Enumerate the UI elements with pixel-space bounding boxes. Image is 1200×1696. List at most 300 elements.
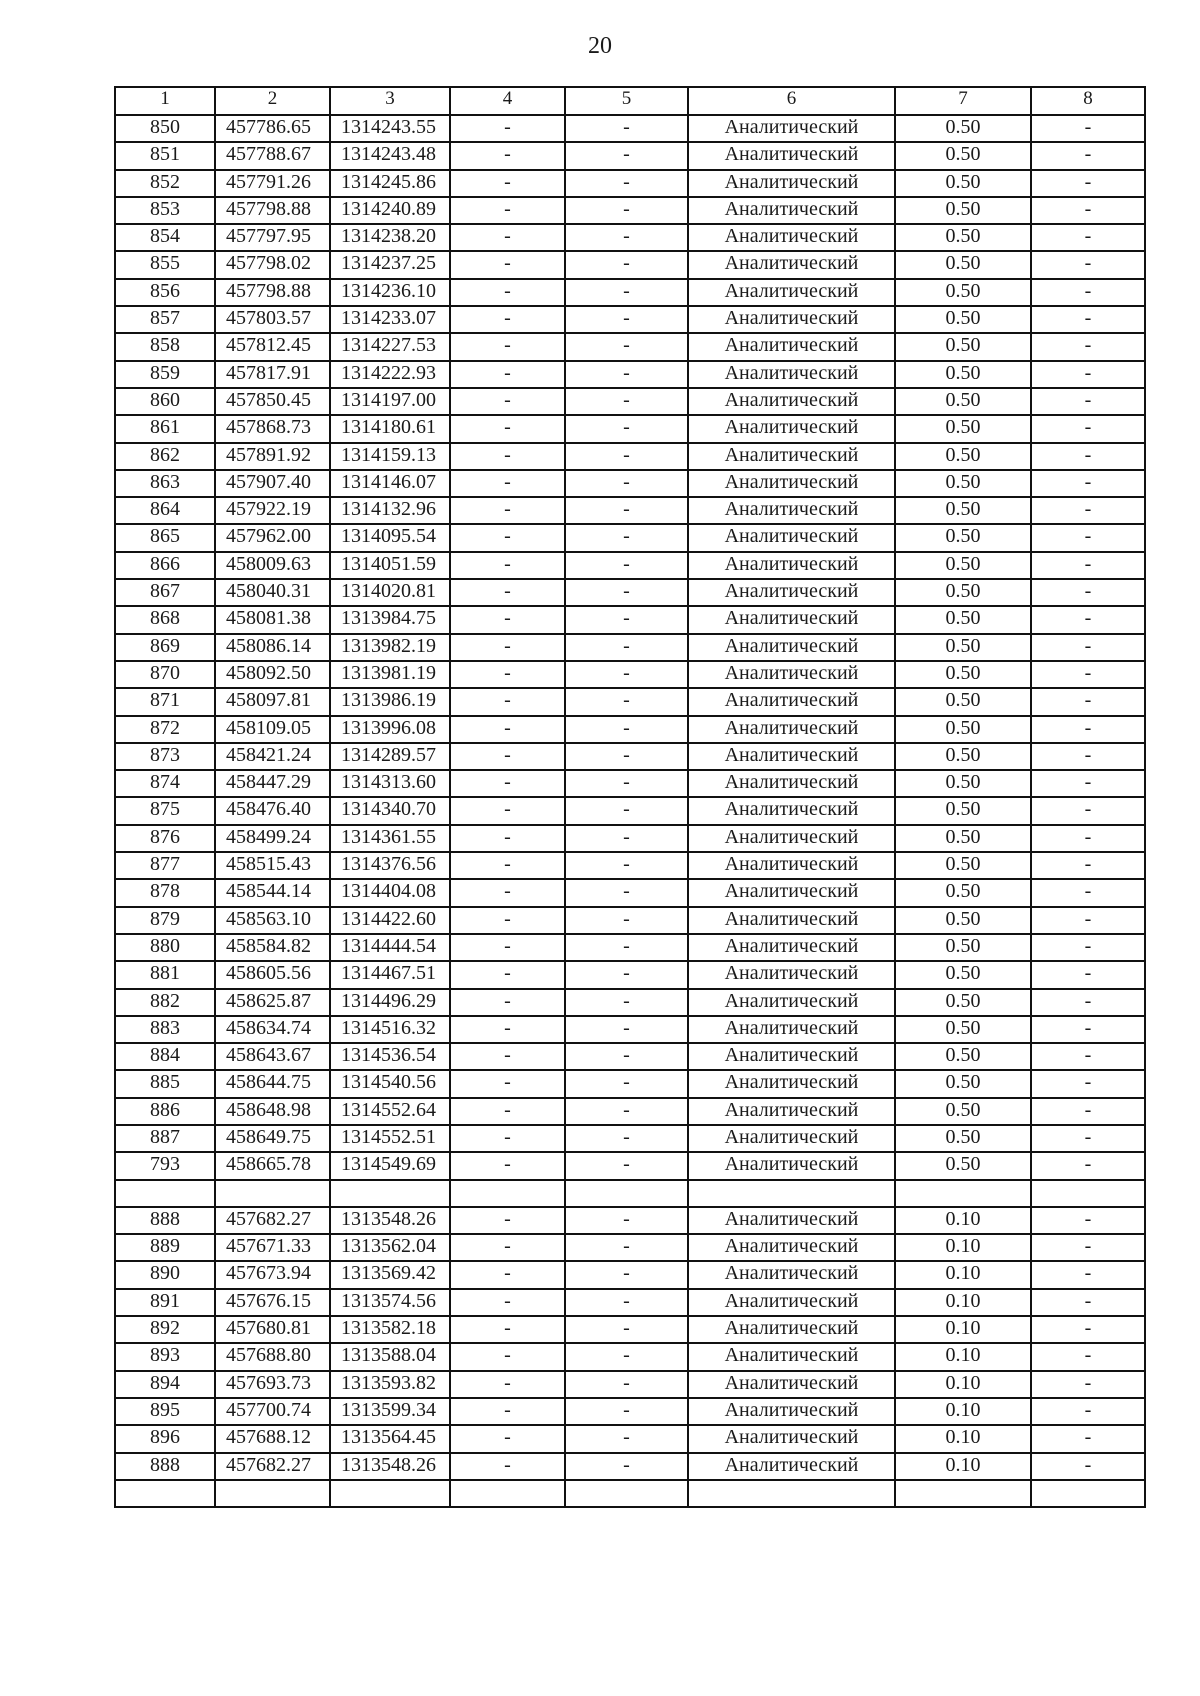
col-5-cell: - (565, 661, 688, 688)
method-cell: Аналитический (688, 552, 895, 579)
table-row (115, 634, 1145, 661)
precision-cell: 0.50 (895, 279, 1031, 306)
x-coordinate-cell: 458092.50 (215, 661, 330, 688)
table-row (115, 961, 1145, 988)
col-5-cell: - (565, 989, 688, 1016)
table-row (115, 197, 1145, 224)
col-5-cell: - (565, 1016, 688, 1043)
col-5-header: 5 (565, 87, 688, 115)
x-coordinate-cell (215, 1480, 330, 1507)
col-8-cell: - (1031, 770, 1145, 797)
col-5-cell: - (565, 907, 688, 934)
table-row (115, 115, 1145, 142)
x-coordinate-cell: 457798.88 (215, 279, 330, 306)
y-coordinate-cell: 1314313.60 (330, 770, 450, 797)
x-coordinate-cell (215, 1180, 330, 1207)
point-number-cell: 870 (115, 661, 215, 688)
col-5-cell (565, 1180, 688, 1207)
col-4-cell: - (450, 825, 565, 852)
x-coordinate-cell: 457850.45 (215, 388, 330, 415)
x-coordinate-cell: 457798.02 (215, 251, 330, 278)
col-8-cell: - (1031, 224, 1145, 251)
col-5-cell: - (565, 1125, 688, 1152)
x-coordinate-cell: 457788.67 (215, 142, 330, 169)
table-row (115, 1316, 1145, 1343)
method-cell: Аналитический (688, 716, 895, 743)
method-cell: Аналитический (688, 524, 895, 551)
col-5-cell: - (565, 825, 688, 852)
table-row (115, 852, 1145, 879)
col-4-cell: - (450, 306, 565, 333)
point-number-cell: 861 (115, 415, 215, 442)
point-number-cell: 858 (115, 333, 215, 360)
col-5-cell: - (565, 1234, 688, 1261)
col-4-cell: - (450, 497, 565, 524)
precision-cell: 0.50 (895, 1125, 1031, 1152)
point-number-cell: 880 (115, 934, 215, 961)
table-row (115, 524, 1145, 551)
table-row (115, 606, 1145, 633)
y-coordinate-cell: 1314549.69 (330, 1152, 450, 1179)
col-5-cell: - (565, 170, 688, 197)
col-5-cell: - (565, 1261, 688, 1288)
col-5-cell: - (565, 961, 688, 988)
precision-cell: 0.50 (895, 524, 1031, 551)
method-cell: Аналитический (688, 142, 895, 169)
precision-cell: 0.50 (895, 606, 1031, 633)
x-coordinate-cell: 458665.78 (215, 1152, 330, 1179)
point-number-cell: 876 (115, 825, 215, 852)
method-cell: Аналитический (688, 1425, 895, 1452)
x-coordinate-cell: 457803.57 (215, 306, 330, 333)
col-8-cell: - (1031, 115, 1145, 142)
precision-cell: 0.10 (895, 1261, 1031, 1288)
col-5-cell: - (565, 251, 688, 278)
table-row (115, 142, 1145, 169)
point-number-cell: 852 (115, 170, 215, 197)
precision-cell: 0.50 (895, 1070, 1031, 1097)
point-number-cell: 889 (115, 1234, 215, 1261)
table-row (115, 251, 1145, 278)
col-4-cell: - (450, 661, 565, 688)
precision-cell: 0.50 (895, 1043, 1031, 1070)
point-number-cell (115, 1480, 215, 1507)
method-cell: Аналитический (688, 770, 895, 797)
col-4-cell: - (450, 852, 565, 879)
precision-cell (895, 1480, 1031, 1507)
col-5-cell: - (565, 579, 688, 606)
precision-cell: 0.10 (895, 1343, 1031, 1370)
y-coordinate-cell: 1313588.04 (330, 1343, 450, 1370)
precision-cell: 0.50 (895, 415, 1031, 442)
precision-cell: 0.50 (895, 306, 1031, 333)
point-number-cell: 886 (115, 1098, 215, 1125)
table-row (115, 306, 1145, 333)
col-4-cell: - (450, 606, 565, 633)
method-cell: Аналитический (688, 1316, 895, 1343)
col-4-cell: - (450, 170, 565, 197)
point-number-cell: 884 (115, 1043, 215, 1070)
y-coordinate-cell: 1314245.86 (330, 170, 450, 197)
x-coordinate-cell: 457700.74 (215, 1398, 330, 1425)
x-coordinate-cell: 458634.74 (215, 1016, 330, 1043)
col-8-cell: - (1031, 1098, 1145, 1125)
col-8-cell: - (1031, 1016, 1145, 1043)
method-cell: Аналитический (688, 634, 895, 661)
table-row (115, 443, 1145, 470)
col-5-cell: - (565, 1453, 688, 1480)
col-8-cell (1031, 1180, 1145, 1207)
table-row (115, 1289, 1145, 1316)
col-4-cell: - (450, 1398, 565, 1425)
col-8-cell: - (1031, 688, 1145, 715)
col-5-cell: - (565, 1425, 688, 1452)
precision-cell: 0.50 (895, 797, 1031, 824)
precision-cell: 0.50 (895, 1152, 1031, 1179)
y-coordinate-cell: 1314236.10 (330, 279, 450, 306)
method-cell: Аналитический (688, 1234, 895, 1261)
y-coordinate-cell: 1314444.54 (330, 934, 450, 961)
col-8-cell: - (1031, 797, 1145, 824)
col-8-cell: - (1031, 852, 1145, 879)
precision-cell: 0.50 (895, 1098, 1031, 1125)
col-8-cell: - (1031, 743, 1145, 770)
precision-cell: 0.10 (895, 1207, 1031, 1234)
x-coordinate-cell: 458499.24 (215, 825, 330, 852)
col-8-cell: - (1031, 606, 1145, 633)
method-cell: Аналитический (688, 1152, 895, 1179)
col-4-cell (450, 1180, 565, 1207)
col-5-cell: - (565, 306, 688, 333)
method-cell: Аналитический (688, 1453, 895, 1480)
col-5-cell: - (565, 388, 688, 415)
col-5-cell: - (565, 934, 688, 961)
col-5-cell: - (565, 224, 688, 251)
col-5-cell: - (565, 634, 688, 661)
table-row (115, 1125, 1145, 1152)
y-coordinate-cell: 1314289.57 (330, 743, 450, 770)
point-number-cell: 793 (115, 1152, 215, 1179)
col-4-cell: - (450, 1016, 565, 1043)
col-5-cell: - (565, 1343, 688, 1370)
y-coordinate-cell: 1313984.75 (330, 606, 450, 633)
point-number-cell: 894 (115, 1371, 215, 1398)
col-5-cell: - (565, 524, 688, 551)
point-number-cell: 879 (115, 907, 215, 934)
point-number-cell: 895 (115, 1398, 215, 1425)
col-4-cell: - (450, 1289, 565, 1316)
col-8-cell: - (1031, 470, 1145, 497)
x-coordinate-cell: 457693.73 (215, 1371, 330, 1398)
method-cell: Аналитический (688, 306, 895, 333)
table-row (115, 743, 1145, 770)
col-4-cell: - (450, 443, 565, 470)
col-8-header: 8 (1031, 87, 1145, 115)
y-coordinate-cell: 1314095.54 (330, 524, 450, 551)
col-4-cell: - (450, 1343, 565, 1370)
x-coordinate-cell: 458563.10 (215, 907, 330, 934)
point-number-cell: 885 (115, 1070, 215, 1097)
col-5-cell: - (565, 1098, 688, 1125)
y-coordinate-cell: 1313982.19 (330, 634, 450, 661)
method-cell: Аналитический (688, 1125, 895, 1152)
col-8-cell: - (1031, 907, 1145, 934)
precision-cell: 0.50 (895, 142, 1031, 169)
y-coordinate-cell: 1314159.13 (330, 443, 450, 470)
x-coordinate-cell: 457786.65 (215, 115, 330, 142)
col-8-cell: - (1031, 497, 1145, 524)
coordinates-table (114, 86, 1146, 1508)
method-cell: Аналитический (688, 361, 895, 388)
method-cell: Аналитический (688, 879, 895, 906)
x-coordinate-cell: 458584.82 (215, 934, 330, 961)
method-cell: Аналитический (688, 1070, 895, 1097)
col-4-cell: - (450, 716, 565, 743)
col-8-cell: - (1031, 306, 1145, 333)
y-coordinate-cell: 1314020.81 (330, 579, 450, 606)
table-row (115, 579, 1145, 606)
col-4-cell (450, 1480, 565, 1507)
method-cell: Аналитический (688, 197, 895, 224)
y-coordinate-cell: 1314243.55 (330, 115, 450, 142)
col-4-cell: - (450, 743, 565, 770)
method-cell: Аналитический (688, 388, 895, 415)
x-coordinate-cell: 458081.38 (215, 606, 330, 633)
col-8-cell: - (1031, 934, 1145, 961)
x-coordinate-cell: 457673.94 (215, 1261, 330, 1288)
point-number-cell: 853 (115, 197, 215, 224)
y-coordinate-cell: 1314222.93 (330, 361, 450, 388)
col-8-cell: - (1031, 388, 1145, 415)
col-5-cell: - (565, 1398, 688, 1425)
method-cell: Аналитический (688, 115, 895, 142)
y-coordinate-cell: 1314540.56 (330, 1070, 450, 1097)
y-coordinate-cell: 1313548.26 (330, 1453, 450, 1480)
col-1-header: 1 (115, 87, 215, 115)
y-coordinate-cell: 1314467.51 (330, 961, 450, 988)
y-coordinate-cell: 1313582.18 (330, 1316, 450, 1343)
col-4-cell: - (450, 333, 565, 360)
point-number-cell: 874 (115, 770, 215, 797)
point-number-cell: 881 (115, 961, 215, 988)
col-4-cell: - (450, 197, 565, 224)
x-coordinate-cell: 458421.24 (215, 743, 330, 770)
col-3-header: 3 (330, 87, 450, 115)
col-5-cell: - (565, 1043, 688, 1070)
y-coordinate-cell: 1313981.19 (330, 661, 450, 688)
x-coordinate-cell: 458625.87 (215, 989, 330, 1016)
col-8-cell: - (1031, 524, 1145, 551)
point-number-cell: 893 (115, 1343, 215, 1370)
x-coordinate-cell: 457922.19 (215, 497, 330, 524)
point-number-cell: 892 (115, 1316, 215, 1343)
y-coordinate-cell: 1314404.08 (330, 879, 450, 906)
col-5-cell: - (565, 443, 688, 470)
table-row (115, 1261, 1145, 1288)
col-2-header: 2 (215, 87, 330, 115)
col-8-cell: - (1031, 552, 1145, 579)
table-row (115, 415, 1145, 442)
x-coordinate-cell: 458649.75 (215, 1125, 330, 1152)
x-coordinate-cell: 458643.67 (215, 1043, 330, 1070)
col-7-header: 7 (895, 87, 1031, 115)
col-8-cell: - (1031, 1316, 1145, 1343)
method-cell: Аналитический (688, 470, 895, 497)
y-coordinate-cell: 1314227.53 (330, 333, 450, 360)
col-8-cell: - (1031, 1425, 1145, 1452)
x-coordinate-cell: 457812.45 (215, 333, 330, 360)
col-5-cell: - (565, 1207, 688, 1234)
method-cell: Аналитический (688, 661, 895, 688)
col-4-cell: - (450, 1261, 565, 1288)
precision-cell: 0.50 (895, 716, 1031, 743)
method-cell: Аналитический (688, 797, 895, 824)
y-coordinate-cell: 1313593.82 (330, 1371, 450, 1398)
point-number-cell: 882 (115, 989, 215, 1016)
col-8-cell: - (1031, 1207, 1145, 1234)
col-4-cell: - (450, 1234, 565, 1261)
col-5-cell: - (565, 415, 688, 442)
col-4-cell: - (450, 224, 565, 251)
col-8-cell: - (1031, 825, 1145, 852)
y-coordinate-cell: 1314361.55 (330, 825, 450, 852)
y-coordinate-cell: 1314422.60 (330, 907, 450, 934)
col-4-cell: - (450, 989, 565, 1016)
point-number-cell: 856 (115, 279, 215, 306)
precision-cell: 0.50 (895, 552, 1031, 579)
col-5-cell: - (565, 197, 688, 224)
y-coordinate-cell: 1313996.08 (330, 716, 450, 743)
col-4-cell: - (450, 1098, 565, 1125)
col-4-cell: - (450, 934, 565, 961)
col-5-cell: - (565, 470, 688, 497)
x-coordinate-cell: 457680.81 (215, 1316, 330, 1343)
col-5-cell: - (565, 879, 688, 906)
col-5-cell (565, 1480, 688, 1507)
col-4-cell: - (450, 361, 565, 388)
x-coordinate-cell: 457682.27 (215, 1207, 330, 1234)
precision-cell: 0.50 (895, 907, 1031, 934)
col-4-cell: - (450, 1043, 565, 1070)
table-row (115, 1343, 1145, 1370)
table-row (115, 825, 1145, 852)
col-5-cell: - (565, 115, 688, 142)
method-cell: Аналитический (688, 1398, 895, 1425)
col-4-cell: - (450, 1453, 565, 1480)
precision-cell: 0.50 (895, 879, 1031, 906)
method-cell: Аналитический (688, 1343, 895, 1370)
x-coordinate-cell: 457907.40 (215, 470, 330, 497)
precision-cell: 0.10 (895, 1425, 1031, 1452)
method-cell: Аналитический (688, 1207, 895, 1234)
table-row (115, 224, 1145, 251)
col-5-cell: - (565, 852, 688, 879)
x-coordinate-cell: 458040.31 (215, 579, 330, 606)
y-coordinate-cell (330, 1180, 450, 1207)
table-row (115, 879, 1145, 906)
precision-cell: 0.50 (895, 224, 1031, 251)
point-number-cell: 869 (115, 634, 215, 661)
method-cell: Аналитический (688, 825, 895, 852)
point-number-cell: 891 (115, 1289, 215, 1316)
method-cell: Аналитический (688, 1371, 895, 1398)
x-coordinate-cell: 457671.33 (215, 1234, 330, 1261)
precision-cell: 0.50 (895, 443, 1031, 470)
table-row (115, 1371, 1145, 1398)
col-5-cell: - (565, 716, 688, 743)
table-row (115, 797, 1145, 824)
col-8-cell: - (1031, 1371, 1145, 1398)
table-row (115, 388, 1145, 415)
col-4-cell: - (450, 770, 565, 797)
y-coordinate-cell: 1314536.54 (330, 1043, 450, 1070)
col-8-cell: - (1031, 989, 1145, 1016)
y-coordinate-cell: 1314180.61 (330, 415, 450, 442)
col-4-cell: - (450, 907, 565, 934)
col-4-cell: - (450, 1207, 565, 1234)
col-5-cell: - (565, 1371, 688, 1398)
x-coordinate-cell: 458648.98 (215, 1098, 330, 1125)
method-cell: Аналитический (688, 1043, 895, 1070)
y-coordinate-cell: 1314197.00 (330, 388, 450, 415)
point-number-cell: 857 (115, 306, 215, 333)
method-cell: Аналитический (688, 443, 895, 470)
col-5-cell: - (565, 606, 688, 633)
col-4-cell: - (450, 115, 565, 142)
x-coordinate-cell: 458447.29 (215, 770, 330, 797)
method-cell: Аналитический (688, 743, 895, 770)
method-cell: Аналитический (688, 852, 895, 879)
table-row (115, 1043, 1145, 1070)
method-cell: Аналитический (688, 579, 895, 606)
precision-cell: 0.50 (895, 388, 1031, 415)
point-number-cell: 871 (115, 688, 215, 715)
precision-cell: 0.50 (895, 852, 1031, 879)
method-cell: Аналитический (688, 333, 895, 360)
precision-cell: 0.50 (895, 1016, 1031, 1043)
col-8-cell: - (1031, 879, 1145, 906)
precision-cell: 0.50 (895, 661, 1031, 688)
method-cell: Аналитический (688, 606, 895, 633)
x-coordinate-cell: 458605.56 (215, 961, 330, 988)
method-cell (688, 1180, 895, 1207)
x-coordinate-cell: 457682.27 (215, 1453, 330, 1480)
x-coordinate-cell: 457797.95 (215, 224, 330, 251)
x-coordinate-cell: 457688.12 (215, 1425, 330, 1452)
precision-cell: 0.10 (895, 1289, 1031, 1316)
table-body (115, 87, 1145, 1507)
col-5-cell: - (565, 333, 688, 360)
table-row (115, 1070, 1145, 1097)
table-row (115, 497, 1145, 524)
x-coordinate-cell: 458086.14 (215, 634, 330, 661)
precision-cell: 0.50 (895, 333, 1031, 360)
precision-cell: 0.50 (895, 770, 1031, 797)
y-coordinate-cell: 1314237.25 (330, 251, 450, 278)
col-4-cell: - (450, 797, 565, 824)
col-6-header: 6 (688, 87, 895, 115)
col-8-cell: - (1031, 142, 1145, 169)
col-4-cell: - (450, 552, 565, 579)
col-8-cell: - (1031, 443, 1145, 470)
col-4-cell: - (450, 524, 565, 551)
col-8-cell: - (1031, 1070, 1145, 1097)
point-number-cell: 872 (115, 716, 215, 743)
point-number-cell: 887 (115, 1125, 215, 1152)
empty-table-row (115, 1480, 1145, 1507)
table-row (115, 907, 1145, 934)
col-8-cell: - (1031, 170, 1145, 197)
